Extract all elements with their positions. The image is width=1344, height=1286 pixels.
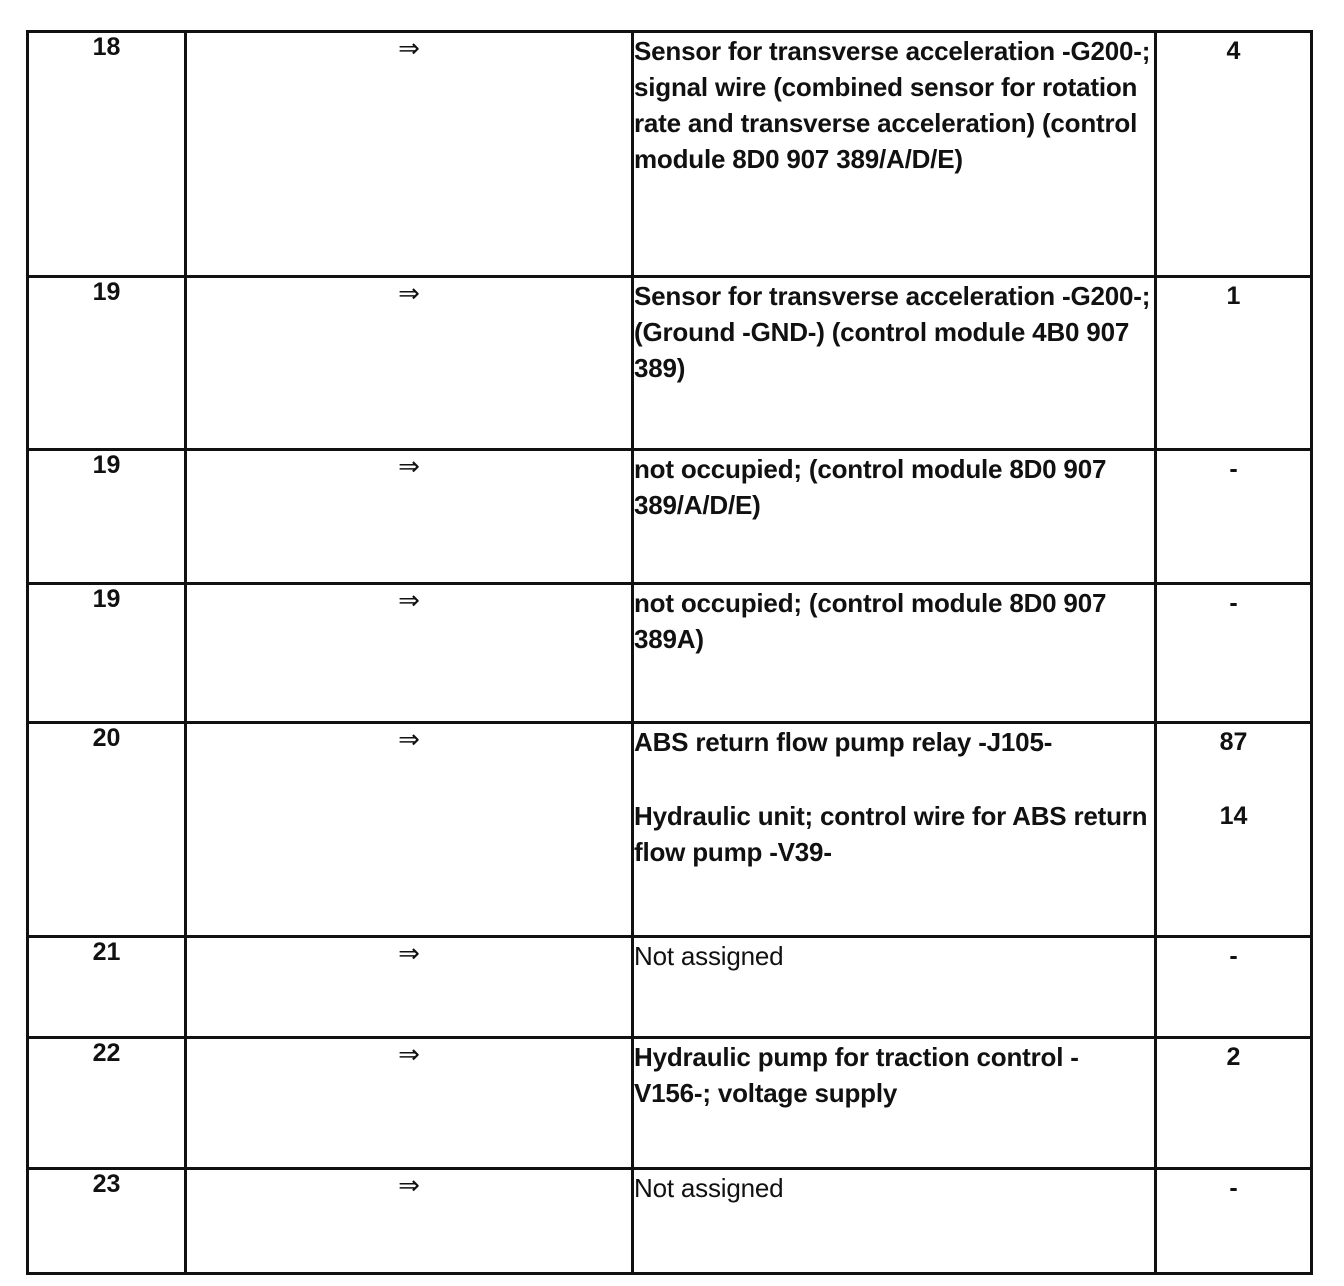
description-text: not occupied; (control module 8D0 907 389/A/D/E) — [634, 454, 1107, 520]
terminal-number: 2 — [1226, 1043, 1241, 1071]
terminal-cell — [1156, 584, 1312, 723]
pin-number: 22 — [28, 1038, 186, 1169]
terminal-cell — [1156, 723, 1312, 937]
terminal-number: - — [1229, 589, 1238, 617]
right-arrow-icon: ⇒ — [186, 937, 633, 1038]
terminal-number: - — [1229, 455, 1238, 483]
pin-assignment-table — [26, 30, 1313, 1275]
terminal-cell — [1156, 1038, 1312, 1169]
description-text: Sensor for transverse acceleration -G200-; (Ground -GND-) (control module 4B0 907 389) — [634, 281, 1151, 383]
terminal-number: 4 — [1226, 37, 1241, 65]
description-text: ABS return flow pump relay -J105- — [634, 727, 1053, 757]
terminal-number: - — [1229, 942, 1238, 970]
table-row — [28, 1038, 1312, 1169]
description-text: Not assigned — [634, 1173, 784, 1203]
pin-description — [633, 1169, 1156, 1274]
right-arrow-icon: ⇒ — [186, 723, 633, 937]
pin-description — [633, 723, 1156, 937]
pin-description — [633, 450, 1156, 584]
right-arrow-icon: ⇒ — [186, 1169, 633, 1274]
table-row — [28, 1169, 1312, 1274]
right-arrow-icon: ⇒ — [186, 450, 633, 584]
pin-number: 23 — [28, 1169, 186, 1274]
terminal-number: - — [1229, 1174, 1238, 1202]
table-row — [28, 584, 1312, 723]
terminal-cell — [1156, 1169, 1312, 1274]
terminal-number: 14 — [1219, 802, 1248, 830]
right-arrow-icon: ⇒ — [186, 584, 633, 723]
table-row — [28, 450, 1312, 584]
terminal-cell — [1156, 450, 1312, 584]
pin-number: 20 — [28, 723, 186, 937]
pin-description — [633, 584, 1156, 723]
pin-description — [633, 277, 1156, 450]
table-row — [28, 937, 1312, 1038]
terminal-cell — [1156, 937, 1312, 1038]
right-arrow-icon: ⇒ — [186, 32, 633, 277]
pin-description — [633, 937, 1156, 1038]
table-row — [28, 723, 1312, 937]
description-text: Hydraulic unit; control wire for ABS return flow pump -V39- — [634, 801, 1148, 867]
description-text: Hydraulic pump for traction control -V156-; voltage supply — [634, 1042, 1079, 1108]
description-text: not occupied; (control module 8D0 907 389A) — [634, 588, 1107, 654]
table-row — [28, 277, 1312, 450]
pin-number: 19 — [28, 277, 186, 450]
table-row — [28, 32, 1312, 277]
terminal-number: 87 — [1219, 728, 1248, 756]
terminal-cell — [1156, 32, 1312, 277]
pin-number: 18 — [28, 32, 186, 277]
pin-number: 21 — [28, 937, 186, 1038]
right-arrow-icon: ⇒ — [186, 1038, 633, 1169]
pin-description — [633, 32, 1156, 277]
right-arrow-icon: ⇒ — [186, 277, 633, 450]
pin-number: 19 — [28, 584, 186, 723]
description-text: Sensor for transverse acceleration -G200-; signal wire (combined sensor for rotation rate and transverse acceleration) (control module 8D0 907 389/A/D/E) — [634, 36, 1151, 174]
terminal-number: 1 — [1226, 282, 1241, 310]
terminal-cell — [1156, 277, 1312, 450]
pin-description — [633, 1038, 1156, 1169]
description-text: Not assigned — [634, 941, 784, 971]
pin-number: 19 — [28, 450, 186, 584]
